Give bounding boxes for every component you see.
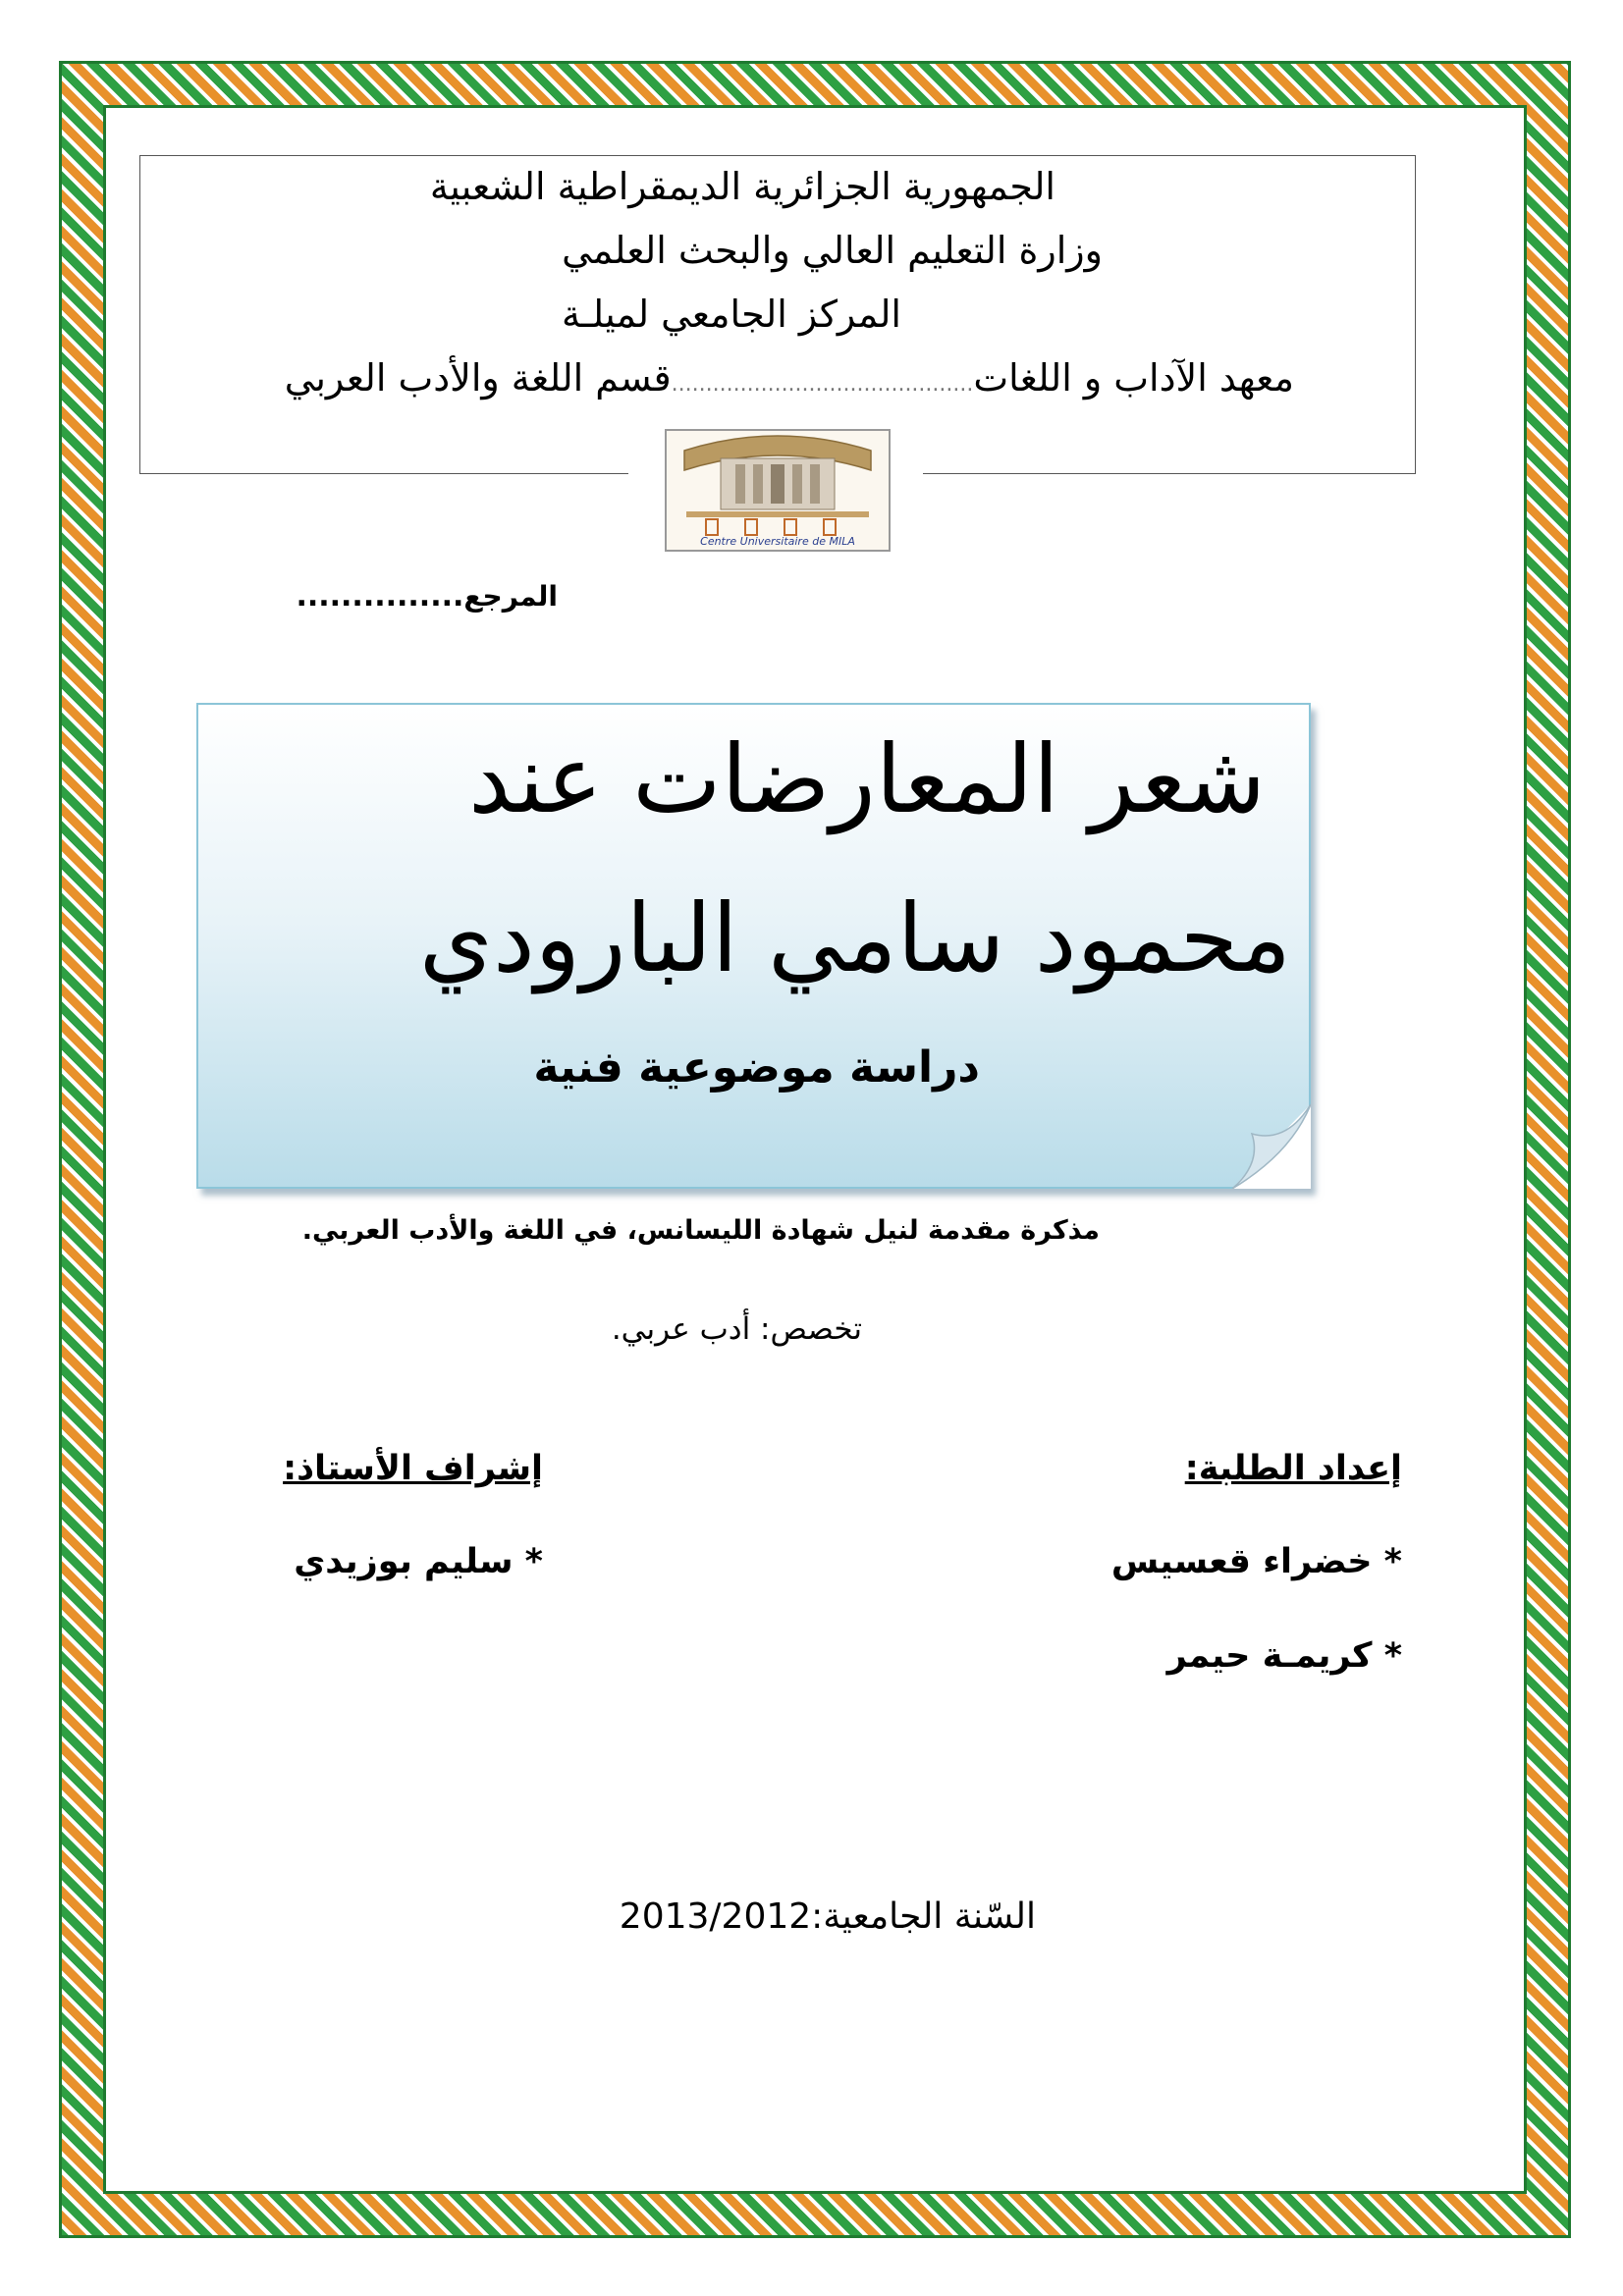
institute-name: معهد الآداب و اللغات	[973, 356, 1294, 400]
student-name-2: * كريمـة حيمر	[1166, 1636, 1402, 1676]
institute-line	[285, 356, 1294, 400]
republic-line: الجمهورية الجزائرية الديمقراطية الشعبية	[429, 165, 1055, 208]
center-line: المركز الجامعي لميلـة	[562, 293, 901, 336]
title-line-2: محمود سامي البارودي	[418, 883, 1291, 993]
reference-dots: ...............	[296, 579, 464, 614]
supervisor-name: * سليم بوزيدي	[294, 1542, 543, 1581]
page-curl-decoration	[1232, 1104, 1311, 1189]
ministry-line: وزارة التعليم العالي والبحث العلمي	[562, 229, 1103, 272]
title-line-1: شعر المعارضات عند	[468, 724, 1266, 834]
memo-description: مذكرة مقدمة لنيل شهادة الليسانس، في اللغة والأدب العربي.	[301, 1215, 1100, 1246]
logo-caption: Centre Universitaire de MILA	[700, 535, 855, 548]
department-name: قسم اللغة والأدب العربي	[284, 356, 672, 400]
supervisor-heading: إشراف الأستاذ:	[283, 1449, 543, 1488]
university-logo	[665, 429, 891, 552]
student-name-1: * خضراء قعسيس	[1110, 1542, 1402, 1581]
academic-year: السّنة الجامعية:2013/2012	[619, 1896, 1036, 1937]
reference-line	[296, 579, 558, 614]
specialty-line: تخصص: أدب عربي.	[611, 1311, 862, 1347]
students-heading: إعداد الطلبة:	[1184, 1449, 1402, 1488]
reference-label: المرجع	[463, 580, 558, 613]
institute-dots: ............................................	[671, 372, 974, 397]
title-subtitle: دراسة موضوعية فنية	[533, 1042, 980, 1093]
